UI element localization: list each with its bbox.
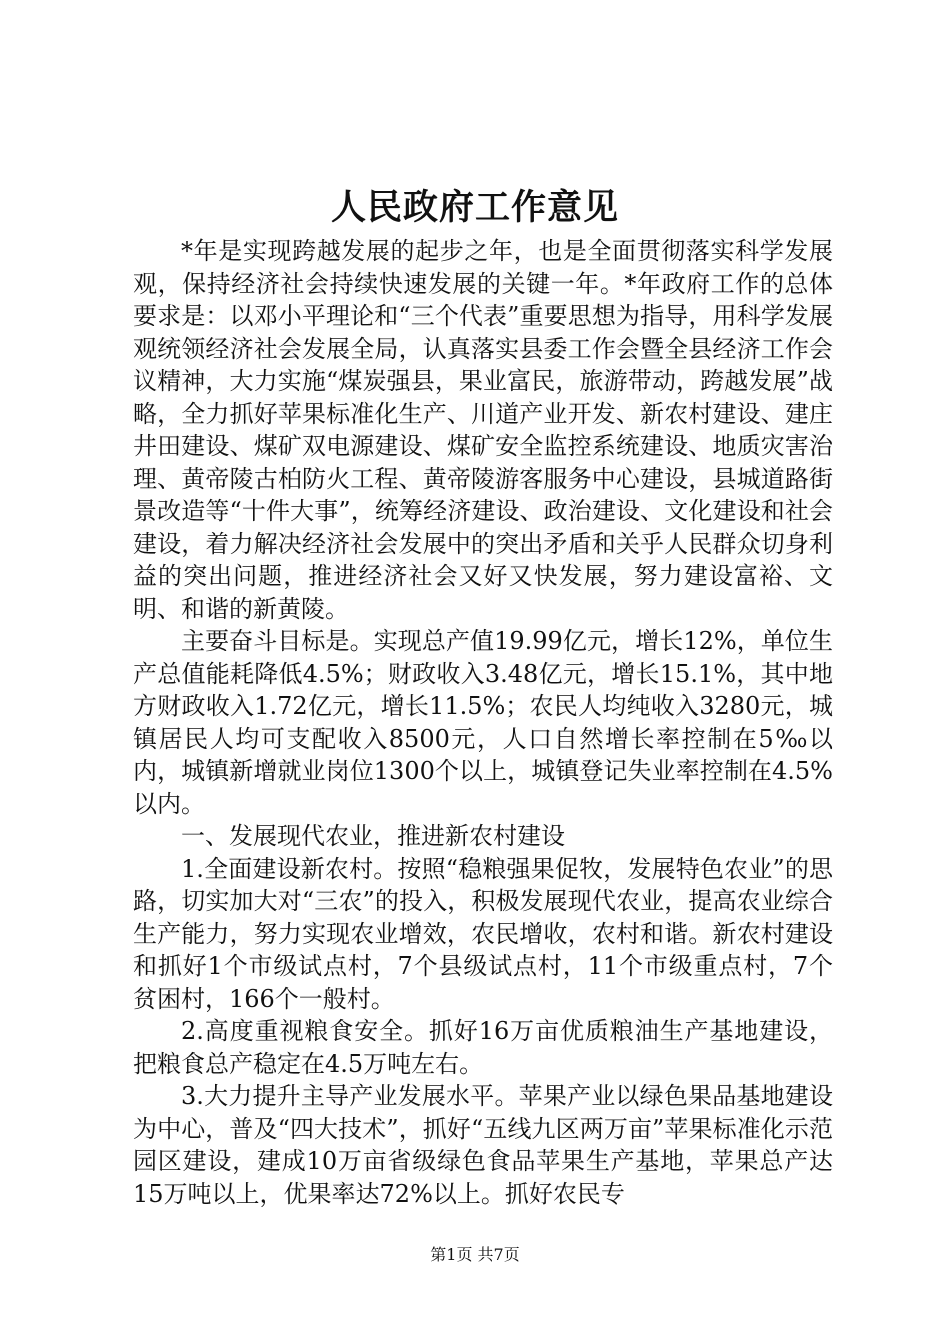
- paragraph-goals: 主要奋斗目标是。实现总产值19.99亿元，增长12%，单位生产总值能耗降低4.5%；财政收入3.48亿元，增长15.1%，其中地方财政收入1.72亿元，增长11.5%；农民人均纯收入3280元，城镇居民人均可支配收入8500元，人口自然增长率控制在5‰以内，城镇新增就业岗位1300个以上，城镇登记失业率控制在4.5%以内。: [133, 627, 833, 818]
- paragraph-item-3: 3.大力提升主导产业发展水平。苹果产业以绿色果品基地建设为中心，普及“四大技术”，抓好“五线九区两万亩”苹果标准化示范园区建设，建成10万亩省级绿色食品苹果生产基地，苹果总产达15万吨以上，优果率达72%以上。抓好农民专: [133, 1082, 833, 1208]
- document-body: [133, 235, 833, 1210]
- paragraph-item-1: 1.全面建设新农村。按照“稳粮强果促牧，发展特色农业”的思路，切实加大对“三农”的投入，积极发展现代农业，提高农业综合生产能力，努力实现农业增效，农民增收，农村和谐。新农村建设和抓好1个市级试点村，7个县级试点村，11个市级重点村，7个贫困村，166个一般村。: [133, 854, 833, 1013]
- paragraph-item-2: 2.高度重视粮食安全。抓好16万亩优质粮油生产基地建设，把粮食总产稳定在4.5万吨左右。: [133, 1017, 833, 1078]
- document-title: 人民政府工作意见: [330, 187, 619, 228]
- page-footer: 第1页 共7页: [430, 1245, 520, 1264]
- paragraph-intro: *年是实现跨越发展的起步之年，也是全面贯彻落实科学发展观，保持经济社会持续快速发展的关键一年。*年政府工作的总体要求是：以邓小平理论和“三个代表”重要思想为指导，用科学发展观统领经济社会发展全局，认真落实县委工作会暨全县经济工作会议精神，大力实施“煤炭强县，果业富民，旅游带动，跨越发展”战略，全力抓好苹果标准化生产、川道产业开发、新农村建设、建庄井田建设、煤矿双电源建设、煤矿安全监控系统建设、地质灾害治理、黄帝陵古柏防火工程、黄帝陵游客服务中心建设，县城道路街景改造等“十件大事”，统筹经济建设、政治建设、文化建设和社会建设，着力解决经济社会发展中的突出矛盾和关乎人民群众切身利益的突出问题，推进经济社会又好又快发展，努力建设富裕、文明、和谐的新黄陵。: [133, 237, 833, 623]
- section-heading-agriculture: 一、发展现代农业，推进新农村建设: [181, 822, 565, 850]
